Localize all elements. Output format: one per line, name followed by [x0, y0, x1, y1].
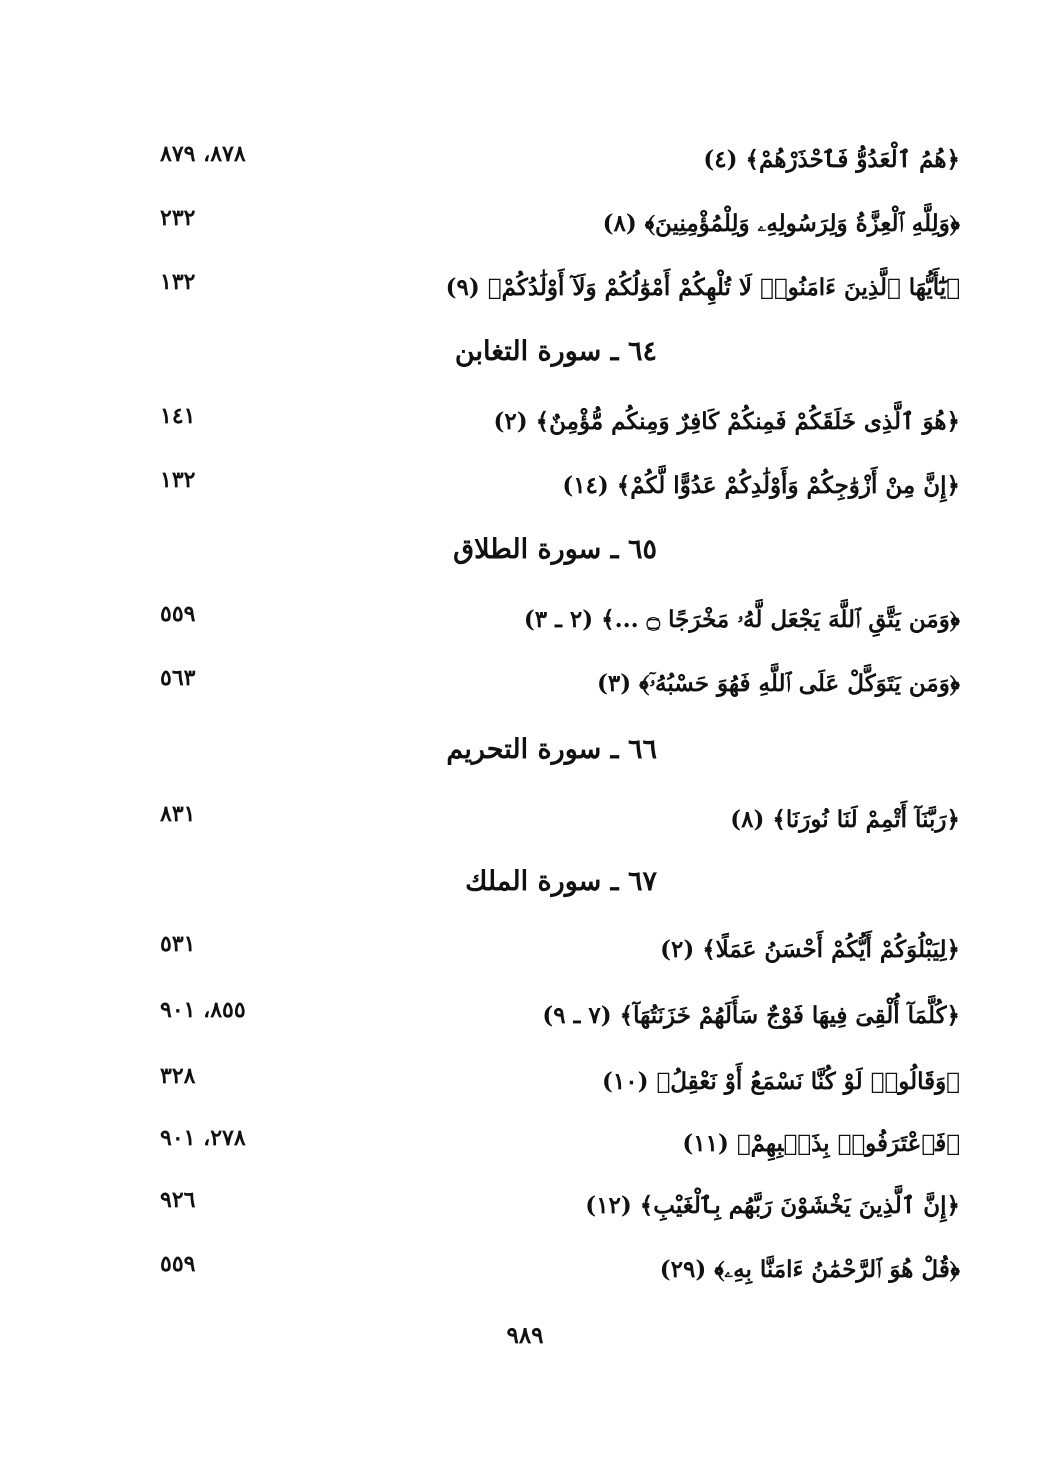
verse-text: ﴿إِنَّ مِنْ أَزْوَٰجِكُمْ وَأَوْلَٰدِكُمْ عَدُوًّا لَّكُمْ﴾ (١٤) [562, 472, 960, 499]
page-references: ٨٥٥، ٩٠١ [160, 997, 246, 1023]
page-references: ٢٣٢ [160, 205, 196, 231]
page-references: ٩٢٦ [160, 1187, 196, 1213]
index-entry [160, 266, 960, 314]
verse-text: ﴿لِيَبْلُوَكُمْ أَيُّكُمْ أَحْسَنُ عَمَلًا﴾ (٢) [660, 936, 960, 963]
page-references: ١٣٢ [160, 269, 196, 295]
verse-text: ﴿فَٱعْتَرَفُوا۟ بِذَنۢبِهِمْ﴾ (١١) [682, 1130, 960, 1157]
verse-text: ﴿يَٰٓأَيُّهَا ٱلَّذِينَ ءَامَنُوا۟ لَا تُلْهِكُمْ أَمْوَٰلُكُمْ وَلَآ أَوْلَٰدُكُمْ﴾ (٩) [445, 274, 960, 301]
verse-text: ﴿وَلِلَّهِ ٱلْعِزَّةُ وَلِرَسُولِهِۦ وَلِلْمُؤْمِنِينَ﴾ (٨) [602, 210, 960, 237]
page-references: ٢٧٨، ٩٠١ [160, 1125, 246, 1151]
index-entry [160, 1184, 960, 1232]
surah-heading: ٦٥ ـ سورة الطلاق [453, 534, 657, 565]
index-entry [160, 400, 960, 448]
page-references: ٥٥٩ [160, 601, 196, 627]
index-entry [160, 138, 960, 186]
verse-text: ﴿وَمَن يَتَوَكَّلْ عَلَى ٱللَّهِ فَهُوَ حَسْبُهُۥٓ﴾ (٣) [596, 670, 960, 697]
index-entry [160, 202, 960, 250]
page-references: ٥٣١ [160, 931, 196, 957]
verse-text: ﴿هُمُ ٱلْعَدُوُّ فَٱحْذَرْهُمْ﴾ (٤) [703, 146, 960, 173]
index-entry [160, 928, 960, 976]
page-references: ١٤١ [160, 403, 196, 429]
page-references: ٥٦٣ [160, 665, 196, 691]
verse-text: ﴿هُوَ ٱلَّذِى خَلَقَكُمْ فَمِنكُمْ كَافِرٌ وَمِنكُم مُّؤْمِنٌ﴾ (٢) [493, 408, 960, 435]
index-entry [160, 662, 960, 710]
page-references: ٨٣١ [160, 801, 196, 827]
page-references: ٥٥٩ [160, 1251, 196, 1277]
index-entry [160, 994, 960, 1042]
index-entry [160, 1060, 960, 1108]
page-number: ٩٨٩ [506, 1322, 544, 1349]
surah-heading: ٦٦ ـ سورة التحريم [446, 734, 657, 765]
verse-text: ﴿وَقَالُوا۟ لَوْ كُنَّا نَسْمَعُ أَوْ نَعْقِلُ﴾ (١٠) [601, 1068, 960, 1095]
surah-heading: ٦٧ ـ سورة الملك [465, 866, 657, 897]
page-references: ٣٢٨ [160, 1063, 196, 1089]
verse-text: ﴿رَبَّنَآ أَتْمِمْ لَنَا نُورَنَا﴾ (٨) [730, 806, 960, 833]
verse-text: ﴿قُلْ هُوَ ٱلرَّحْمَٰنُ ءَامَنَّا بِهِۦ﴾ (٢٩) [659, 1256, 960, 1283]
index-entry [160, 798, 960, 846]
page-references: ١٣٢ [160, 467, 196, 493]
index-entry [160, 1122, 960, 1170]
page-references: ٨٧٨، ٨٧٩ [160, 141, 246, 167]
index-entry [160, 598, 960, 646]
verse-text: ﴿كُلَّمَآ أُلْقِىَ فِيهَا فَوْجٌ سَأَلَهُمْ خَزَنَتُهَآ﴾ (٧ ـ ٩) [542, 1002, 960, 1029]
verse-text: ﴿إِنَّ ٱلَّذِينَ يَخْشَوْنَ رَبَّهُم بِٱلْغَيْبِ﴾ (١٢) [585, 1192, 960, 1219]
verse-text: ﴿وَمَن يَتَّقِ ٱللَّهَ يَجْعَل لَّهُۥ مَخْرَجًا ۝ ...﴾ (٢ ـ ٣) [523, 606, 960, 633]
index-entry [160, 464, 960, 512]
index-entry [160, 1248, 960, 1296]
surah-heading: ٦٤ ـ سورة التغابن [454, 336, 657, 367]
